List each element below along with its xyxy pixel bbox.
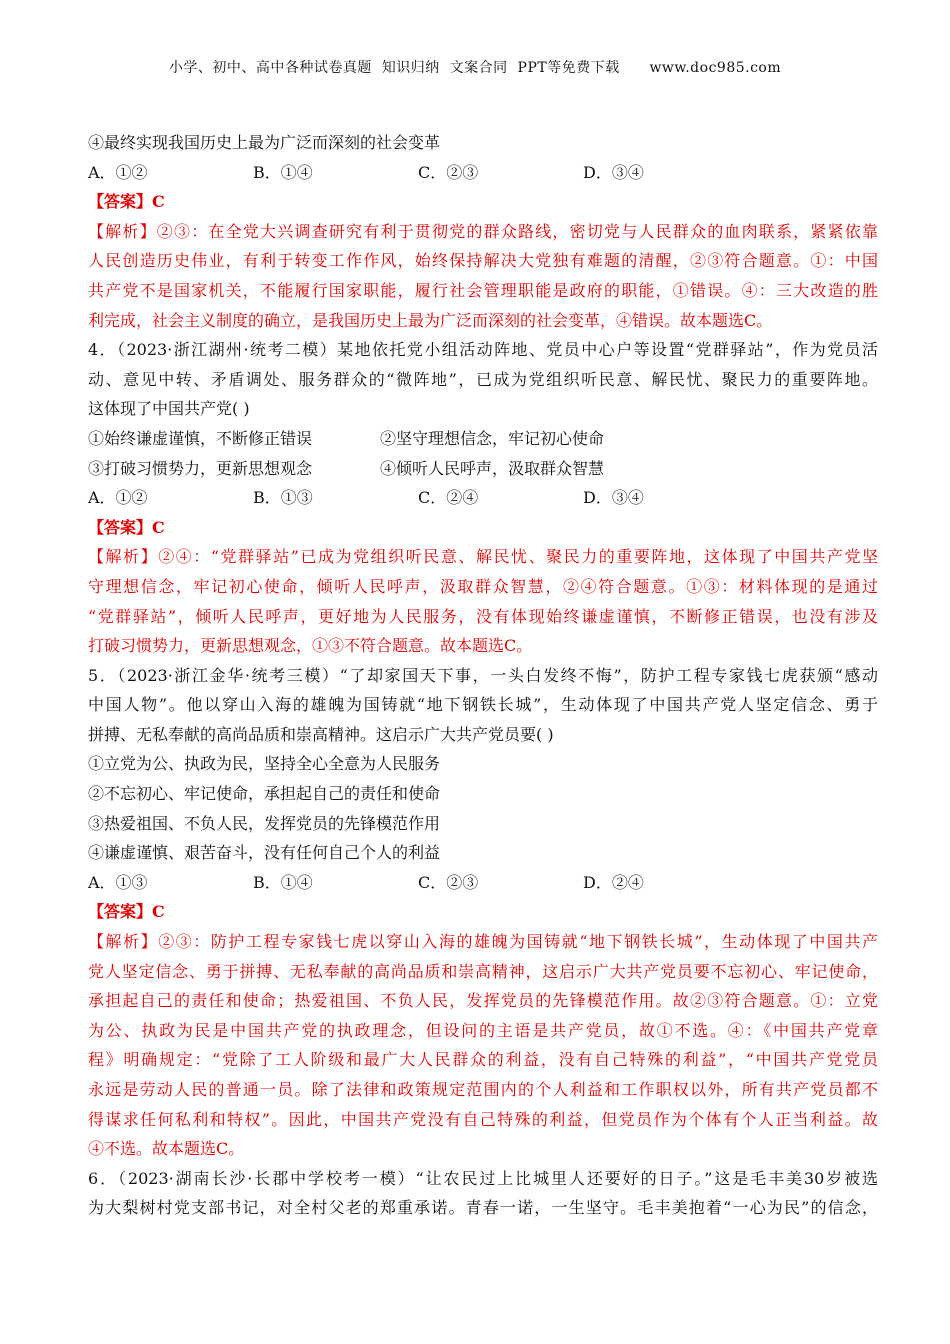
q5-option-c: C．②③ xyxy=(418,872,479,892)
q5-item-3: ③热爱祖国、不负人民，发挥党员的先锋模范作用 xyxy=(88,813,441,833)
q4-analysis-line-1: 【解析】②④：“党群驿站”已成为党组织听民意、解民忧、聚民力的重要阵地，这体现了中国共产党坚 xyxy=(88,547,878,567)
document-body xyxy=(88,128,878,1223)
q4-option-c: C．②④ xyxy=(418,488,479,508)
q4-item-2: ②坚守理想信念，牢记初心使命 xyxy=(380,428,605,448)
q4-items-row-2 xyxy=(88,454,878,484)
q3-analysis-line-3: 共产党不是国家机关，不能履行国家职能，履行社会管理职能是政府的职能，①错误。④：三大改造的胜 xyxy=(88,280,878,300)
q4-item-4: ④倾听人民呼声，汲取群众智慧 xyxy=(380,458,605,478)
page-header: 小学、初中、高中各种试卷真题 知识归纳 文案合同 PPT等免费下载 www.doc985.com xyxy=(168,60,782,76)
q3-analysis-line-2: 人民创造历史伟业，有利于转变工作作风，始终保持解决大党独有难题的清醒，②③符合题意。①：中国 xyxy=(88,251,878,271)
q3-item-4: ④最终实现我国历史上最为广泛而深刻的社会变革 xyxy=(88,133,441,152)
q4-stem-line-2: 动、意见中转、矛盾调处、服务群众的“微阵地”，已成为党组织听民意、解民忧、聚民力的重要阵地。 xyxy=(88,369,878,389)
q4-stem-line-1: 4．（2023·浙江湖州·统考二模）某地依托党小组活动阵地、党员中心户等设置“党群驿站”，作为党员活 xyxy=(88,340,878,360)
q3-option-c: C．②③ xyxy=(418,162,479,182)
q3-option-b: B．①④ xyxy=(253,162,313,182)
q3-option-d: D．③④ xyxy=(583,162,644,182)
q5-option-d: D．②④ xyxy=(583,872,644,892)
q3-analysis-line-4: 利完成，社会主义制度的确立，是我国历史上最为广泛而深刻的社会变革，④错误。故本题选C。 xyxy=(88,310,773,330)
q3-option-a: A．①② xyxy=(88,162,148,182)
q5-analysis-line-7: 得谋求任何私利和特权”。因此，中国共产党没有自己特殊的利益，但党员作为个体有个人正当利益。故 xyxy=(88,1109,878,1129)
q4-analysis-line-4: 打破习惯势力，更新思想观念，①③不符合题意。故本题选C。 xyxy=(88,636,533,656)
q3-answer: 【答案】C xyxy=(88,192,165,212)
q5-stem-line-2: 中国人物”。他以穿山入海的雄魄为国铸就“地下钢铁长城”，生动体现了中国共产党人坚定信念、勇于 xyxy=(88,695,878,715)
q4-option-a: A．①② xyxy=(88,488,148,508)
q4-item-1: ①始终谦虚谨慎，不断修正错误 xyxy=(88,428,313,448)
q4-item-3: ③打破习惯势力，更新思想观念 xyxy=(88,458,313,478)
q3-options xyxy=(88,158,878,188)
q4-answer: 【答案】C xyxy=(88,517,165,537)
q5-analysis-line-4: 为公、执政为民是中国共产党的执政理念，但设问的主语是共产党员，故①不选。④：《中国共产党章 xyxy=(88,1020,878,1040)
q5-options xyxy=(88,868,878,898)
q6-stem-line-2: 为大梨树村党支部书记，对全村父老的郑重承诺。青春一诺，一生坚守。毛丰美抱着“一心为民”的信念， xyxy=(88,1198,878,1218)
q4-items-row-1 xyxy=(88,424,878,454)
q5-option-a: A．①③ xyxy=(88,872,148,892)
q5-analysis-line-5: 程》明确规定：“党除了工人阶级和最广大人民群众的利益，没有自己特殊的利益”，“中国共产党党员 xyxy=(88,1050,878,1070)
q5-item-1: ①立党为公、执政为民，坚持全心全意为人民服务 xyxy=(88,754,441,774)
q5-option-b: B．①④ xyxy=(253,872,313,892)
q6-stem-line-1: 6．（2023·湖南长沙·长郡中学校考一模）“让农民过上比城里人还要好的日子。”这是毛丰美30岁被选 xyxy=(88,1168,878,1188)
q5-item-2: ②不忘初心、牢记使命，承担起自己的责任和使命 xyxy=(88,784,441,804)
q5-analysis-line-2: 党人坚定信念、勇于拼搏、无私奉献的高尚品质和崇高精神，这启示广大共产党员要不忘初心、牢记使命， xyxy=(88,961,878,981)
q4-analysis-line-2: 守理想信念，牢记初心使命，倾听人民呼声，汲取群众智慧，②④符合题意。①③：材料体现的是通过 xyxy=(88,576,878,596)
q5-analysis-line-3: 承担起自己的责任和使命；热爱祖国、不负人民，发挥党员的先锋模范作用。故②③符合题意。①：立党 xyxy=(88,991,878,1011)
q5-analysis-line-8: ④不选。故本题选C。 xyxy=(88,1139,245,1159)
q4-stem-line-3: 这体现了中国共产党( ) xyxy=(88,399,250,419)
q5-item-4: ④谦虚谨慎、艰苦奋斗，没有任何自己个人的利益 xyxy=(88,843,441,863)
q5-analysis-line-6: 永远是劳动人民的普通一员。除了法律和政策规定范围内的个人利益和工作职权以外，所有共产党员都不 xyxy=(88,1080,878,1099)
q5-stem-line-3: 拼搏、无私奉献的高尚品质和崇高精神。这启示广大共产党员要( ) xyxy=(88,724,554,744)
q5-stem-line-1: 5．（2023·浙江金华·统考三模）“了却家国天下事，一头白发终不悔”，防护工程专家钱七虎获颁“感动 xyxy=(88,665,878,685)
q4-option-b: B．①③ xyxy=(253,488,313,508)
q5-analysis-line-1: 【解析】②③：防护工程专家钱七虎以穿山入海的雄魄为国铸就“地下钢铁长城”，生动体现了中国共产 xyxy=(88,932,878,952)
q5-answer: 【答案】C xyxy=(88,902,165,922)
q4-analysis-line-3: “党群驿站”，倾听人民呼声，更好地为人民服务，没有体现始终谦虚谨慎，不断修正错误，也没有涉及 xyxy=(88,606,878,626)
q4-options xyxy=(88,483,878,513)
q4-option-d: D．③④ xyxy=(583,488,644,508)
q3-analysis-line-1: 【解析】②③：在全党大兴调查研究有利于贯彻党的群众路线，密切党与人民群众的血肉联系，紧紧依靠 xyxy=(88,221,878,241)
